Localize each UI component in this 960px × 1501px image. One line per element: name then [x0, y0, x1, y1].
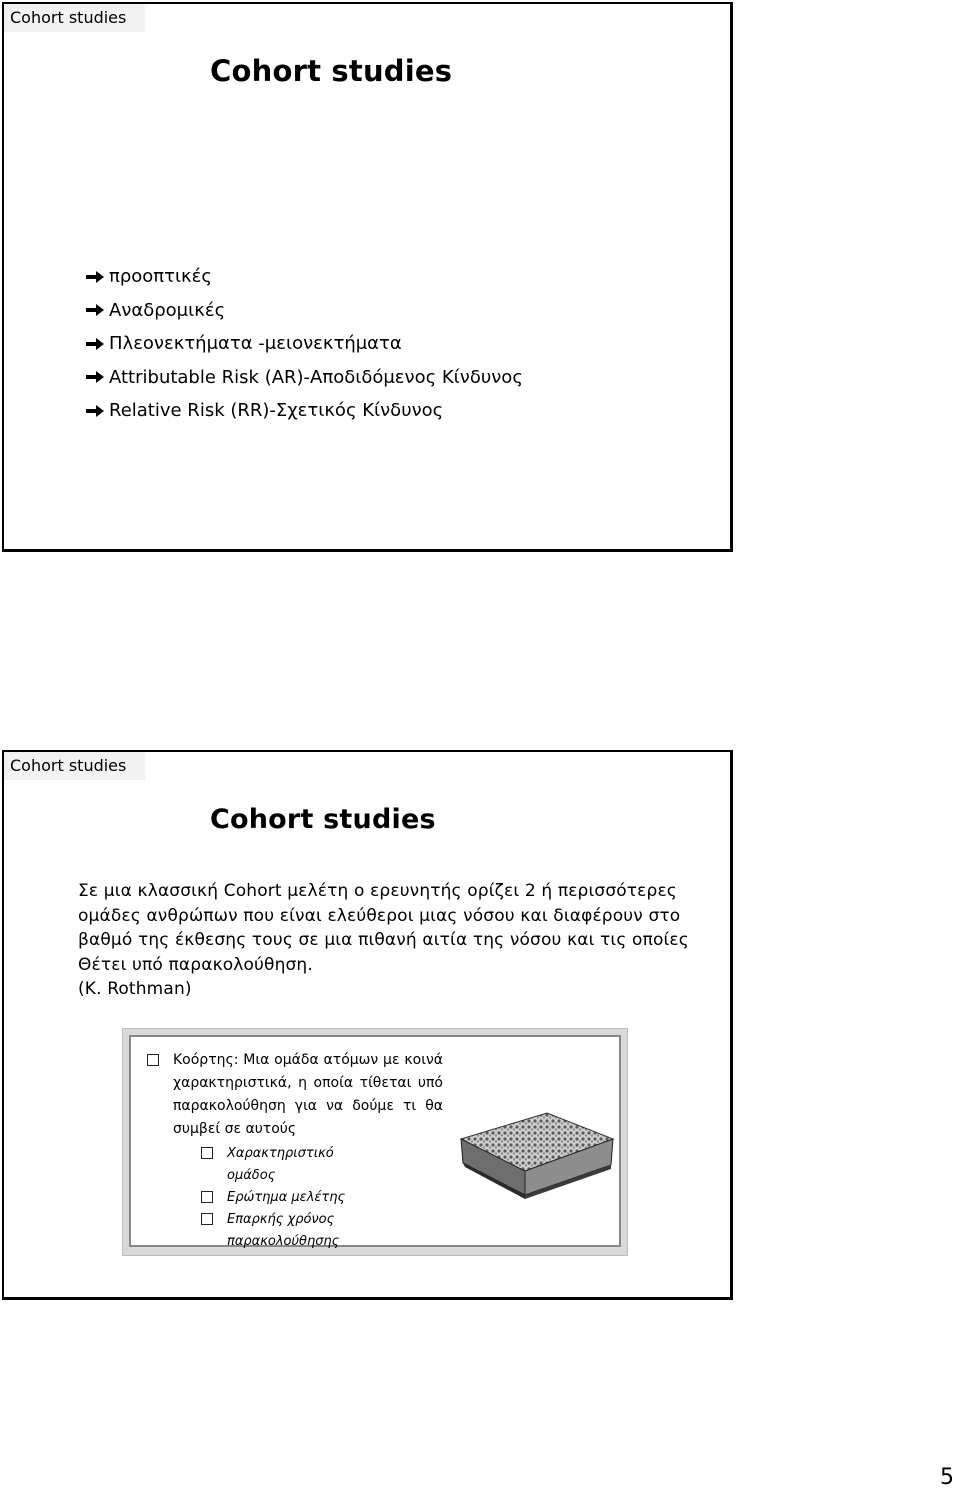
slide-title: Cohort studies [210, 54, 453, 88]
figure-main-text: Κοόρτης: Μια ομάδα ατόμων με κοινά χαρακτηριστικά, η οποία τίθεται υπό παρακολούθηση για να δούμε τι θα συμβεί σε αυτούς [173, 1052, 443, 1137]
figure-panel [129, 1035, 621, 1247]
figure-sub-item: Ερώτημα μελέτης [227, 1190, 346, 1205]
paragraph-line: Σε μια κλασσική Cohort μελέτη ο ερευνητής ορίζει 2 ή περισσότερες [78, 881, 677, 901]
paragraph-line: ομάδες ανθρώπων που είναι ελεύθεροι μιας νόσου και διαφέρουν στο [78, 905, 681, 926]
figure-sub-list [201, 1143, 357, 1253]
arrow-bullet-icon [84, 337, 107, 351]
paragraph-line: Θέτει υπό παρακολούθηση. [78, 954, 313, 975]
bullet-item [84, 294, 523, 328]
bullet-item [84, 327, 523, 361]
bullet-text: Attributable Risk (AR)-Αποδιδόμενος Κίνδυνος [109, 366, 523, 388]
crowd-block-icon [455, 1095, 615, 1205]
checkbox-bullet-icon [201, 1213, 213, 1225]
bullet-text: Πλεονεκτήματα -μειονεκτήματα [109, 333, 402, 355]
cohort-figure [122, 1028, 628, 1256]
slide-header-tab: Cohort studies [4, 752, 145, 780]
arrow-bullet-icon [84, 404, 107, 418]
bullet-text: Relative Risk (RR)-Σχετικός Κίνδυνος [109, 400, 444, 422]
slide-header-tab: Cohort studies [4, 4, 145, 32]
checkbox-bullet-icon [201, 1191, 213, 1203]
checkbox-bullet-icon [201, 1147, 213, 1159]
arrow-bullet-icon [84, 370, 107, 384]
bullet-text: προοπτικές [109, 266, 212, 288]
slide-title: Cohort studies [210, 804, 436, 835]
figure-sub-item: Χαρακτηριστικό ομάδος [227, 1146, 334, 1183]
arrow-bullet-icon [84, 303, 107, 317]
bullet-text: Αναδρομικές [109, 299, 226, 321]
slide-1 [2, 2, 733, 552]
paragraph-line: βαθμό της έκθεσης τους σε μια πιθανή αιτία της νόσου και τις οποίες [78, 930, 689, 950]
figure-sub-item: Επαρκής χρόνος παρακολούθησης [227, 1212, 340, 1249]
bullet-item [84, 394, 523, 428]
citation: (K. Rothman) [78, 979, 192, 999]
bullet-list [84, 260, 523, 428]
arrow-bullet-icon [84, 270, 107, 284]
bullet-item [84, 361, 523, 395]
figure-main-item [147, 1049, 443, 1141]
checkbox-bullet-icon [147, 1054, 159, 1066]
definition-paragraph [78, 879, 718, 1002]
page-number: 5 [940, 1465, 954, 1490]
bullet-item [84, 260, 523, 294]
slide-2 [2, 750, 733, 1300]
